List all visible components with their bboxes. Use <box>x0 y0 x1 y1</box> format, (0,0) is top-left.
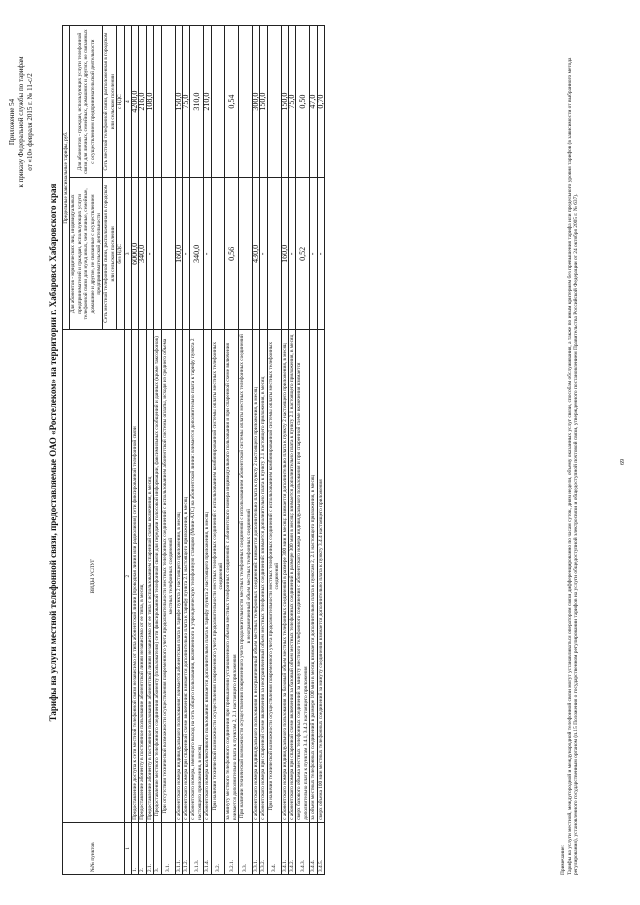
row-number: 3.4.4. <box>310 822 317 874</box>
row-tariff-legal: - <box>310 178 317 330</box>
table-row <box>296 26 310 875</box>
row-number: 2.1. <box>146 822 153 874</box>
row-tariff-legal: - <box>146 178 153 330</box>
row-number: 3. <box>154 822 161 874</box>
row-number: 3.2.1. <box>225 822 239 874</box>
row-service: При наличии технической возможности осуществления повременного учета продолжительности местных телефонных соединений с использованием комбинированной системы оплаты местных телефонных соединений <box>267 330 281 822</box>
col-legal-header: Для абонентов - граждан, использующих услуги телефонной связи для личных, семейных, домашних и других, не связанных с осуществлением предпринимательской деятельности <box>70 26 103 178</box>
row-tariff-legal: 340,0 <box>139 178 146 330</box>
col-index: 3 <box>124 178 131 330</box>
row-number: 3.4.2. <box>289 822 296 874</box>
row-service: Предоставление абоненту в постоянное пользование абонентской линии независимо от ее типа, в месяц <box>139 330 146 822</box>
row-tariff-legal: 160,0 <box>281 178 288 330</box>
notes-label: Примечание: <box>560 845 566 875</box>
row-tariff-legal: - <box>317 178 324 330</box>
col-index: 2 <box>124 330 131 822</box>
row-service: с абонентского номера индивидуального пользования в неограниченный объем местных телефонных соединений: взимается дополнительно плата к пункту 2 настоящего приложения, в месяц <box>252 330 259 822</box>
row-tariff-legal: 0,56 <box>225 178 239 330</box>
row-tariff-citizen: 310,0 <box>190 26 204 178</box>
table-row <box>281 26 288 875</box>
row-service: сверх объема 100 мин местных телефонных соединений за минуту соединения взимается дополнительно плата к пункту 3.4.4 настоящего приложения <box>317 330 324 822</box>
row-number: 3.1.2. <box>182 822 189 874</box>
row-number: 3.1.3. <box>190 822 204 874</box>
row-number: 3.4. <box>267 822 281 874</box>
table-row <box>289 26 296 875</box>
notes <box>560 25 580 875</box>
row-service: с абонентского номера индивидуального пользования за базовый объем местных телефонных соединений в размере 300 мин в месяц: взимается дополнительно плата к пункту 2 настоящего приложения, в месяц <box>281 330 288 822</box>
col-citizens-header: Для абонентов - юридических лиц, индивидуальных предпринимателей и граждан, использующих услуги телефонной связи для нужд иных, чем личные, семейные, домашние и другие, не связанные с осуществлением предпринимательской деятельности <box>70 178 103 330</box>
table-row <box>267 26 281 875</box>
table-row <box>132 26 139 875</box>
col-legal-nds: с НДС <box>117 26 124 178</box>
table-row <box>310 26 317 875</box>
row-number: 2. <box>139 822 146 874</box>
row-tariff-citizen: 150,0 <box>281 26 288 178</box>
table-row <box>146 26 153 875</box>
row-tariff-citizen <box>211 26 225 178</box>
row-tariff-legal: 0,52 <box>296 178 310 330</box>
row-number: 3.1.4. <box>204 822 211 874</box>
row-tariff-citizen: 216,0 <box>139 26 146 178</box>
tariff-table <box>62 25 325 875</box>
row-tariff-legal <box>161 178 175 330</box>
row-service: за объем местных телефонных соединений в размере 100 мин в месяц взимается дополнительно плата к пунктам 2, 2.1 настоящего приложения, в месяц <box>310 330 317 822</box>
row-tariff-citizen: 0,50 <box>296 26 310 178</box>
row-tariff-legal: 430,0 <box>252 178 259 330</box>
col-index: 4 <box>124 26 131 178</box>
row-service: сверх базового объема местных телефонных соединений за минуту местного телефонного соединения с абонентского номера индивидуального пользования и при спаренной схеме включения взимается дополнительно плата к пунктам 3.4.1, 3.4.2 настоящего приложения <box>296 330 310 822</box>
row-tariff-citizen: 108,0 <box>146 26 153 178</box>
row-tariff-citizen: 300,0 <box>252 26 259 178</box>
table-row <box>252 26 259 875</box>
row-tariff-legal: 340,0 <box>190 178 204 330</box>
table-row <box>211 26 225 875</box>
row-number: 3.4.1. <box>281 822 288 874</box>
row-number: 3.3. <box>239 822 253 874</box>
row-tariff-citizen: 4200,0 <box>132 26 139 178</box>
row-number: 3.4.5. <box>317 822 324 874</box>
row-number: 3.1.1. <box>175 822 182 874</box>
row-service: с абонентского номера коллективного пользования: взимается дополнительно плата к тарифу пункта 2 настоящего приложения, в месяц <box>204 330 211 822</box>
row-service: с абонентского номера индивидуального пользования: взимается абонентская плата в тарифе пункта 2 настоящего приложения, в месяц <box>175 330 182 822</box>
table-row <box>175 26 182 875</box>
row-tariff-citizen: 150,0 <box>260 26 267 178</box>
row-tariff-legal: 6000,0 <box>132 178 139 330</box>
table-row <box>239 26 253 875</box>
appendix-header <box>8 22 35 222</box>
row-service: При наличии технической возможности осуществления повременного учета продолжительности местных телефонных соединений с использованием абонентской системы оплаты местных телефонных соединений в неограниченный объем местных телефонных соединений <box>239 330 253 822</box>
row-service: При отсутствии технической возможности осуществления повременного учета продолжительности местных телефонных соединений с использованием абонентской системы оплаты, исходя из среднего объема местных телефонных соединений <box>161 330 175 822</box>
table-row <box>225 26 239 875</box>
row-service: с абонентского номера при спаренной схеме включения за неограниченный объем местных телефонных соединений: взимается дополнительно плата к пункту 2.1 настоящего приложения, в месяц <box>260 330 267 822</box>
col-service-header: ВИДЫ УСЛУГ <box>63 330 125 822</box>
row-number: 3.2. <box>211 822 225 874</box>
row-tariff-citizen: 210,0 <box>204 26 211 178</box>
row-number: 3.4.3. <box>296 822 310 874</box>
row-tariff-legal: - <box>204 178 211 330</box>
row-tariff-legal: - <box>182 178 189 330</box>
row-service: за минуту местного телефонного соединения при превышении установленного объема местных телефонных соединений: с абонентского номера индивидуального пользования и при спаренной схеме включения взимается дополнительно плата к пунктам 2, 2.1 настоящего приложения <box>225 330 239 822</box>
row-tariff-citizen <box>161 26 175 178</box>
row-tariff-citizen: 75,0 <box>182 26 189 178</box>
col-index: 1 <box>124 822 131 874</box>
row-service: с абонентского номера, имеющего выход на сеть общего пользования, включенного в учрежденческую телефонную станцию (Мини-АТС) на абонентской линии: взимается дополнительно плата к тарифу пункта 2 настоящего приложения, в месяц <box>190 330 204 822</box>
table-row <box>260 26 267 875</box>
row-tariff-legal: - <box>289 178 296 330</box>
row-number: 1. <box>132 822 139 874</box>
row-service: с абонентского номера при спаренной схеме включения: взимается дополнительно плата к тарифу пункта 2.1 настоящего приложения, в месяц <box>182 330 189 822</box>
row-tariff-legal: - <box>260 178 267 330</box>
table-row <box>204 26 211 875</box>
table-row <box>182 26 189 875</box>
row-service: Предоставление доступа к сети местной телефонной связи независимо от типа абонентской линии (проводная линия или радиолиния) сети фиксированной телефонной связи <box>132 330 139 822</box>
col-tariffs-header: Предельные максимальные тарифы, руб. <box>63 26 70 330</box>
row-number: 3.1. <box>161 822 175 874</box>
document-title: Тарифы на услуги местной телефонной связи, предоставляемые ОАО «Ростелеком» на территории г. Хабаровск Хабаровского края <box>48 183 58 722</box>
row-service: Предоставление местного телефонного соединения абоненту (пользователю) сети фиксированной телефонной связи для передачи голосовой информации, факсимильных сообщений и данных (кроме таксофонов) <box>154 330 161 822</box>
table-row <box>154 26 161 875</box>
table-row <box>139 26 146 875</box>
table-row <box>161 26 175 875</box>
row-tariff-citizen: 150,0 <box>175 26 182 178</box>
row-service: с абонентского номера при спаренной схеме включения за базовый объем местных телефонных соединений в размере 300 мин в месяц: взимается дополнительно плата к пункту 2.1 настоящего приложения, в месяц <box>289 330 296 822</box>
row-tariff-legal <box>154 178 161 330</box>
appendix-number: Приложение 54 <box>8 98 16 146</box>
table-row <box>190 26 204 875</box>
row-tariff-legal: 160,0 <box>175 178 182 330</box>
row-service: Предоставление абоненту в постоянное пользование абонентской линии независимо от ее типа с использованием спаренной схемы включения, в месяц <box>146 330 153 822</box>
col-citizens-subheader: Сеть местной телефонной связи, расположенная в городском или сельском поселении <box>103 178 117 330</box>
row-tariff-citizen: 47,0 <box>310 26 317 178</box>
col-legal-subheader: Сеть местной телефонной связи, расположенная в городском или сельском поселении <box>103 26 117 178</box>
notes-text: Тарифы на услуги местной, междугородной и международной телефонной связи могут устанавливаться оператором связи дифференцированно по часам суток, дням недели, объему оказанных услуг связи, способам обслуживания, а также по иным критериям без превышения тарифа или предельного уровня тарифов (в зависимости от выбранного метода регулирования), установленного государственным органом (п.15 Положения о государственном регулировании тарифов на услуги общедоступной электросвязи и общедоступной почтовой связи, утвержденного постановлением Правительства Российской Федерации от 24 октября 2005 г. № 637). <box>566 57 580 875</box>
col-number-header: №№ пунктов <box>63 822 125 874</box>
row-service: При наличии технической возможности осуществления повременного учета продолжительности местных телефонных соединений с использованием комбинированной системы оплаты местных телефонных соединений <box>211 330 225 822</box>
table-row <box>317 26 324 875</box>
appendix-date: от «10» февраля 2015 г. № 11-с/2 <box>26 73 34 171</box>
row-tariff-citizen: 0,70 <box>317 26 324 178</box>
appendix-line: к приказу Федеральной службы по тарифам <box>17 56 25 188</box>
row-tariff-legal <box>211 178 225 330</box>
page-number: 69 <box>620 459 626 465</box>
row-number: 3.3.2. <box>260 822 267 874</box>
col-citizens-nds: без НДС <box>117 178 124 330</box>
row-tariff-citizen <box>154 26 161 178</box>
row-tariff-citizen: 75,0 <box>289 26 296 178</box>
row-tariff-citizen: 0,54 <box>225 26 239 178</box>
row-number: 3.3.1. <box>252 822 259 874</box>
